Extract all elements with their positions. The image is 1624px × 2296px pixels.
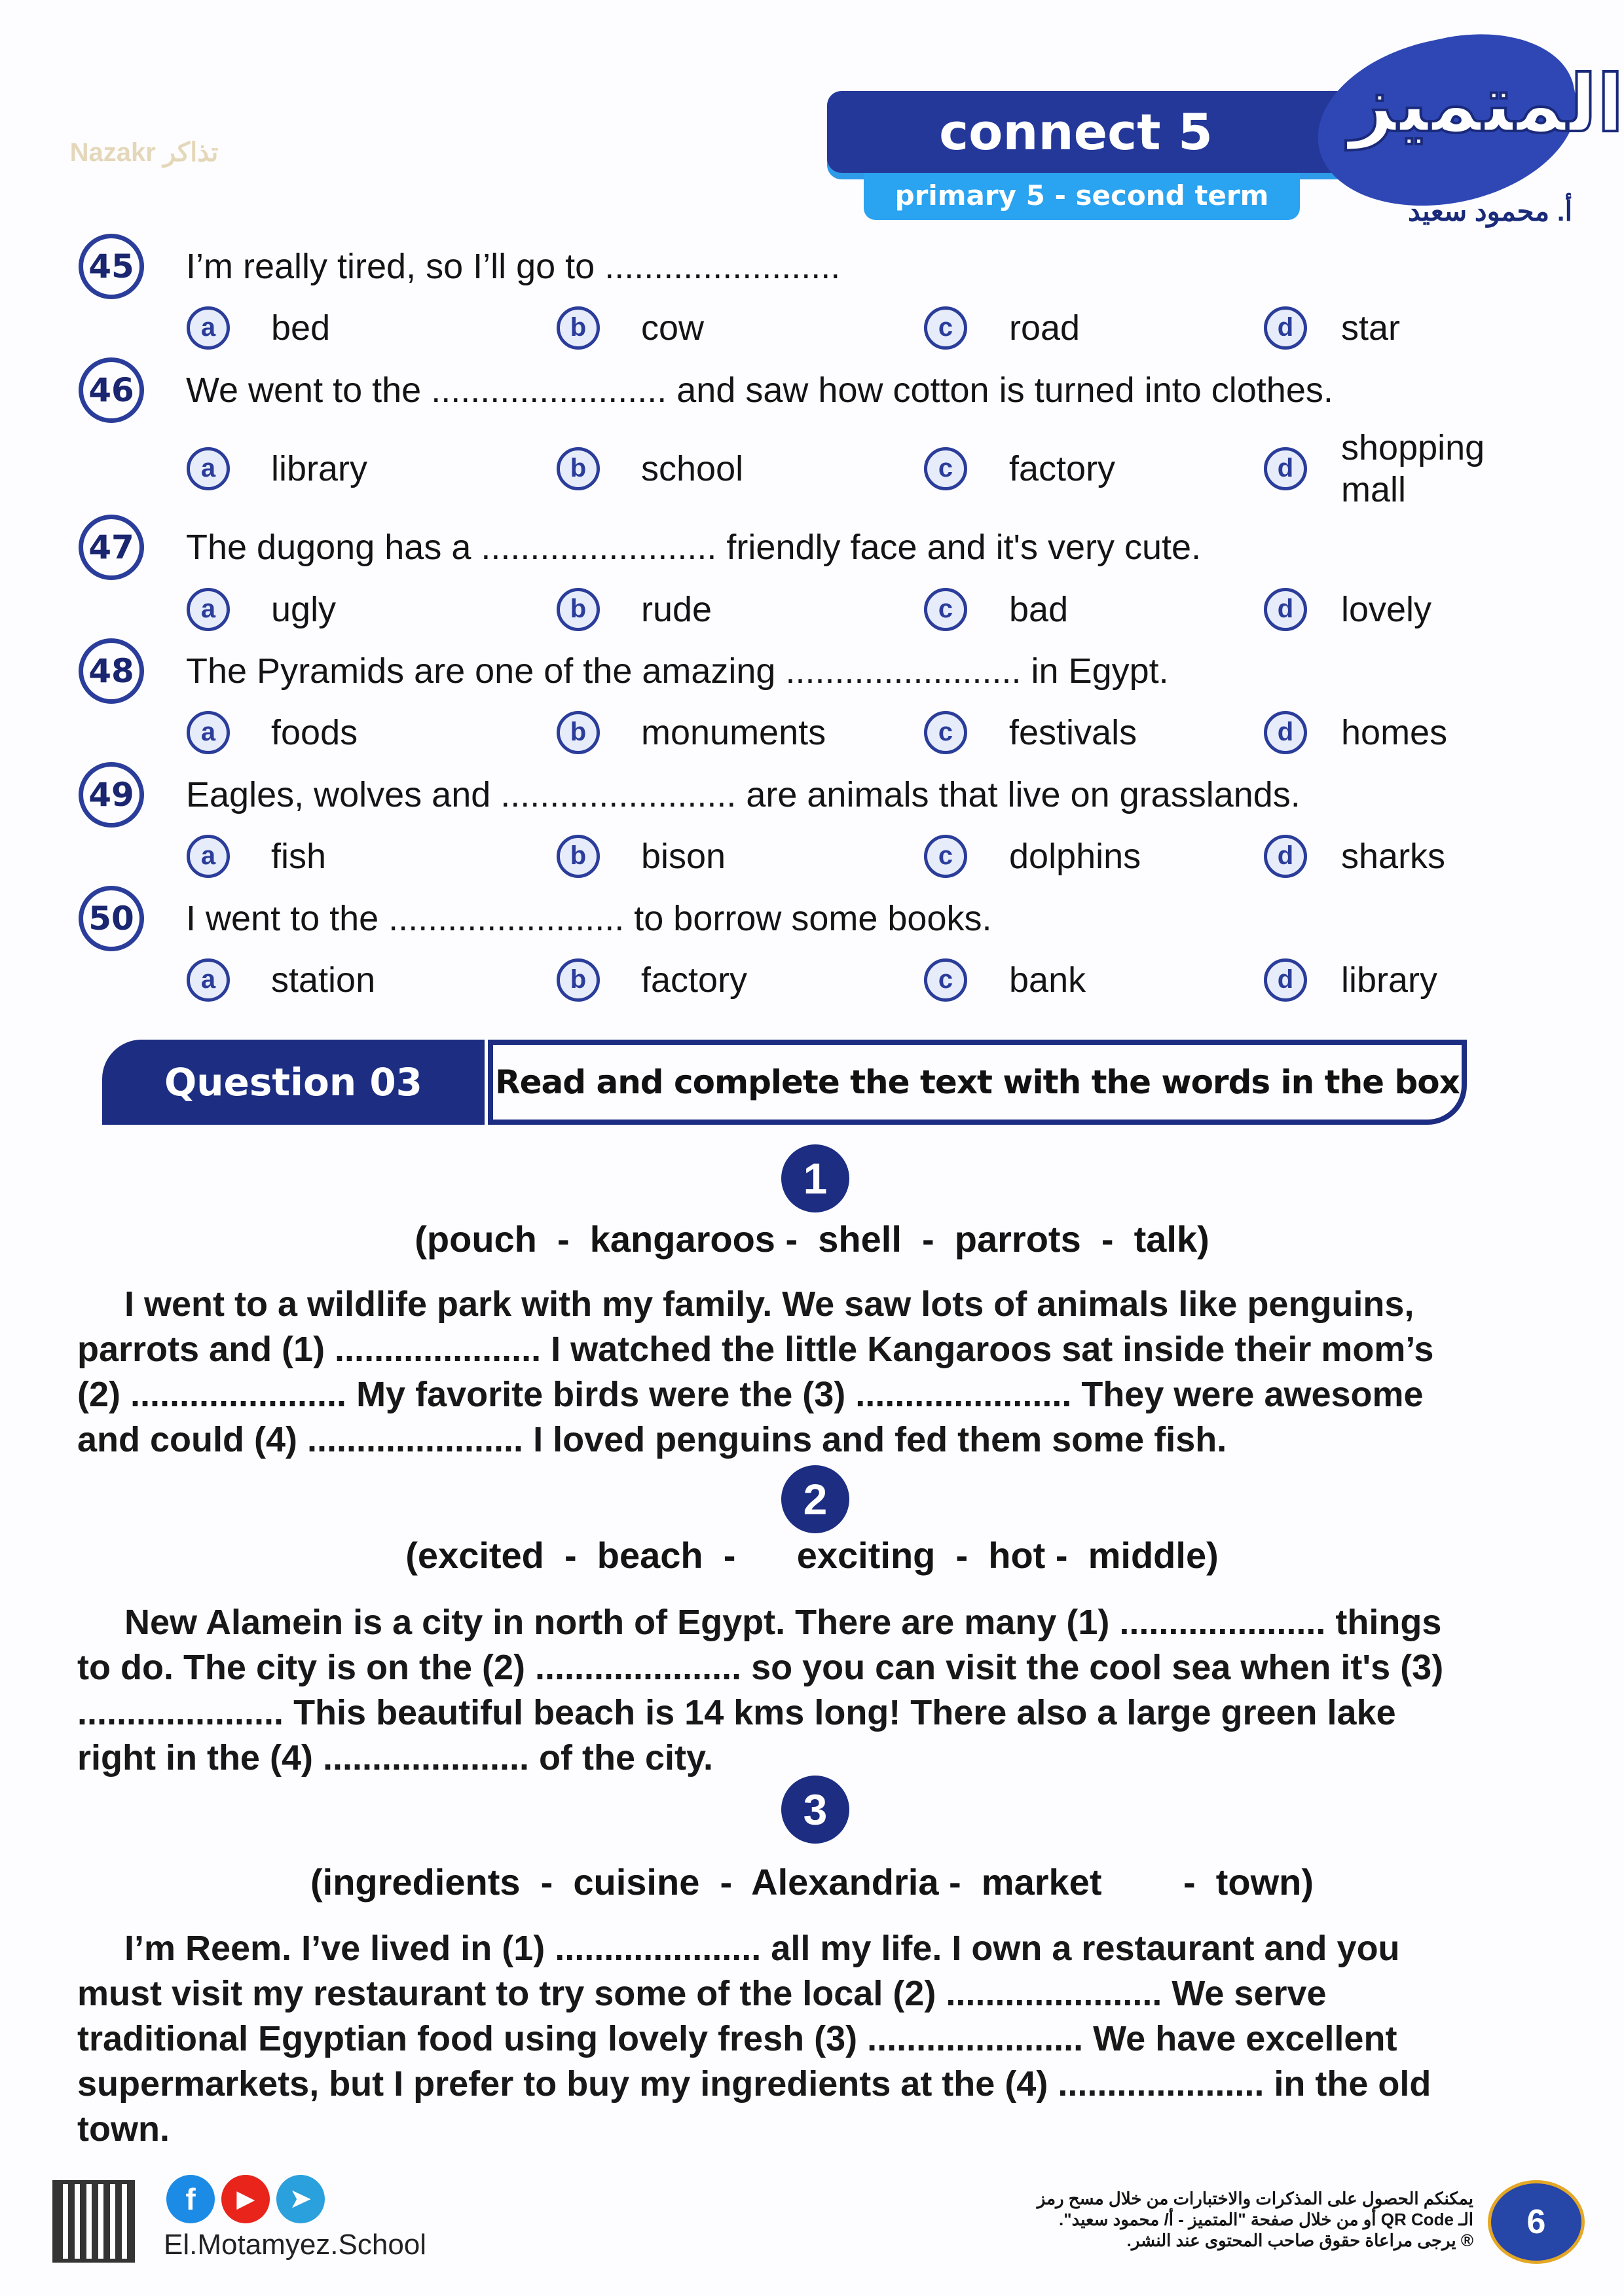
option-label[interactable]: monuments	[641, 713, 826, 752]
telegram-icon[interactable]: ➤	[276, 2175, 325, 2223]
reading-passage	[77, 1600, 1557, 1781]
option-letter-a[interactable]: a	[187, 711, 230, 754]
option-label[interactable]: bad	[1009, 590, 1069, 629]
option-label[interactable]: star	[1341, 308, 1401, 348]
word-box: (ingredients - cuisine - Alexandria - market - town)	[310, 1861, 1314, 1903]
option-letter-b[interactable]: b	[557, 588, 600, 631]
passage-line: I went to a wildlife park with my family. We saw lots of animals like penguins,	[124, 1285, 1414, 1324]
option-label[interactable]: road	[1009, 308, 1080, 348]
question-number: 48	[79, 638, 144, 704]
option-letter-b[interactable]: b	[557, 447, 600, 490]
option-letter-d[interactable]: d	[1264, 835, 1307, 878]
option-label[interactable]: dolphins	[1009, 837, 1141, 876]
author-name: أ. محمود سعيد	[1408, 196, 1573, 227]
page-number: 6	[1488, 2180, 1585, 2264]
option-letter-b[interactable]: b	[557, 958, 600, 1002]
option-letter-b[interactable]: b	[557, 711, 600, 754]
option-label[interactable]: cow	[641, 308, 705, 348]
passage-line: New Alamein is a city in north of Egypt. There are many (1) ..................... things	[124, 1603, 1442, 1642]
option-letter-c[interactable]: c	[924, 711, 967, 754]
option-label[interactable]: rude	[641, 590, 712, 629]
option-letter-c[interactable]: c	[924, 306, 967, 350]
option-letter-a[interactable]: a	[187, 306, 230, 350]
option-letter-d[interactable]: d	[1264, 306, 1307, 350]
option-label[interactable]: bison	[641, 837, 726, 876]
book-subtitle: primary 5 - second term	[864, 173, 1300, 220]
passage-line: parrots and (1) ..................... I watched the little Kangaroos sat inside their mom’s	[77, 1330, 1434, 1369]
passage-line: must visit my restaurant to try some of the local (2) ...................... We serve	[77, 1974, 1327, 2013]
option-letter-b[interactable]: b	[557, 306, 600, 350]
option-label[interactable]: lovely	[1341, 590, 1432, 629]
option-label[interactable]: foods	[271, 713, 358, 752]
option-label[interactable]: sharks	[1341, 837, 1446, 876]
option-label[interactable]: festivals	[1009, 713, 1137, 752]
option-letter-d[interactable]: d	[1264, 958, 1307, 1002]
question-number: 45	[79, 234, 144, 299]
qr-code[interactable]	[52, 2180, 135, 2263]
option-label[interactable]: library	[271, 449, 368, 488]
question-instruction: Read and complete the text with the words in the box	[488, 1040, 1467, 1125]
footer-note	[982, 2188, 1473, 2251]
option-letter-b[interactable]: b	[557, 835, 600, 878]
option-letter-d[interactable]: d	[1264, 447, 1307, 490]
option-label[interactable]: library	[1341, 960, 1438, 1000]
option-label[interactable]: factory	[641, 960, 748, 1000]
option-label[interactable]: ugly	[271, 590, 337, 629]
reading-passage	[77, 1926, 1557, 2152]
youtube-icon[interactable]: ▶	[221, 2175, 270, 2223]
option-label[interactable]: bank	[1009, 960, 1086, 1000]
watermark-logo: Nazakr تذاكر	[69, 138, 219, 167]
reading-passage	[77, 1282, 1557, 1463]
passage-line: ..................... This beautiful beach is 14 kms long! There also a large green lake	[77, 1693, 1396, 1732]
question-text: The dugong has a ........................ friendly face and it's very cute.	[186, 528, 1202, 567]
question-number: 47	[79, 515, 144, 580]
passage-line: traditional Egyptian food using lovely fresh (3) ...................... We have excellent	[77, 2019, 1397, 2058]
site-name[interactable]: El.Motamyez.School	[164, 2229, 427, 2261]
option-letter-d[interactable]: d	[1264, 711, 1307, 754]
option-label[interactable]: school	[641, 449, 744, 488]
facebook-icon[interactable]: f	[166, 2175, 215, 2223]
option-letter-a[interactable]: a	[187, 958, 230, 1002]
word-box: (pouch - kangaroos - shell - parrots - talk)	[415, 1218, 1209, 1260]
question-text: I’m really tired, so I’ll go to ........................	[186, 247, 841, 286]
passage-line: and could (4) ...................... I loved penguins and fed them some fish.	[77, 1420, 1227, 1459]
book-title: connect 5	[939, 103, 1213, 161]
option-letter-c[interactable]: c	[924, 588, 967, 631]
option-letter-a[interactable]: a	[187, 835, 230, 878]
question-text: Eagles, wolves and ........................ are animals that live on grasslands.	[186, 775, 1301, 814]
option-label[interactable]: factory	[1009, 449, 1116, 488]
passage-line: I’m Reem. I’ve lived in (1) ..................... all my life. I own a restaurant and you	[124, 1929, 1400, 1968]
option-label[interactable]: fish	[271, 837, 327, 876]
passage-line: to do. The city is on the (2) ..................... so you can visit the cool sea when it's (3)	[77, 1648, 1444, 1687]
question-text: I went to the ........................ to borrow some books.	[186, 899, 992, 938]
option-letter-d[interactable]: d	[1264, 588, 1307, 631]
option-label[interactable]: homes	[1341, 713, 1448, 752]
section-number: 1	[781, 1144, 849, 1212]
passage-line: town.	[77, 2109, 170, 2149]
footer-note-line: يمكنكم الحصول على المذكرات والاختبارات من خلال مسح رمز	[1037, 2189, 1473, 2208]
passage-line: right in the (4) ..................... of the city.	[77, 1738, 714, 1777]
question-label: Question 03	[102, 1040, 485, 1125]
question-number: 49	[79, 762, 144, 828]
section-number: 2	[781, 1465, 849, 1533]
footer-note-line: ® يرجى مراعاة حقوق صاحب المحتوى عند النشر.	[1126, 2231, 1473, 2250]
option-letter-c[interactable]: c	[924, 835, 967, 878]
section-number: 3	[781, 1776, 849, 1844]
question-text: We went to the ........................ and saw how cotton is turned into clothes.	[186, 371, 1333, 410]
footer-note-line: الـ QR Code أو من خلال صفحة "المتميز - أ/ محمود سعيد".	[1059, 2210, 1473, 2229]
question-number: 46	[79, 357, 144, 423]
passage-line: (2) ...................... My favorite birds were the (3) ...................... They were awesome	[77, 1375, 1424, 1414]
option-label[interactable]: station	[271, 960, 376, 1000]
passage-line: supermarkets, but I prefer to buy my ingredients at the (4) ..................... in the old	[77, 2064, 1431, 2104]
option-letter-c[interactable]: c	[924, 447, 967, 490]
option-letter-c[interactable]: c	[924, 958, 967, 1002]
option-letter-a[interactable]: a	[187, 447, 230, 490]
question-number: 50	[79, 886, 144, 951]
option-letter-a[interactable]: a	[187, 588, 230, 631]
brand-logo: المتميز	[1349, 59, 1624, 150]
question-text: The Pyramids are one of the amazing ........................ in Egypt.	[186, 651, 1169, 691]
word-box: (excited - beach - exciting - hot - middle)	[405, 1535, 1219, 1576]
option-label[interactable]: bed	[271, 308, 331, 348]
option-label[interactable]: shopping mall	[1341, 428, 1485, 509]
